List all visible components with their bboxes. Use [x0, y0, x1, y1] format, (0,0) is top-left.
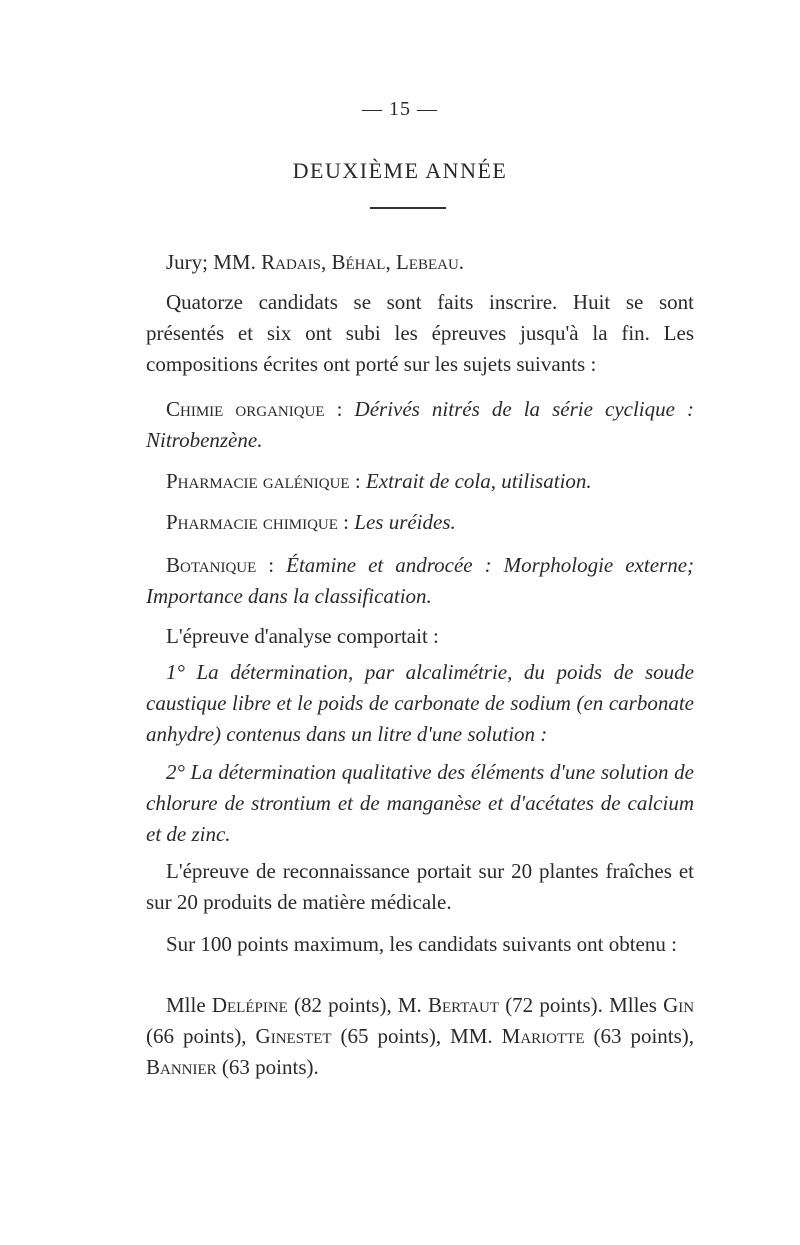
- jury-member: Radais,: [261, 250, 327, 274]
- analyse-intro-text: L'épreuve d'analyse comportait :: [166, 624, 439, 648]
- intro-paragraph: [146, 287, 694, 380]
- candidate-points: (65 points),: [340, 1024, 442, 1048]
- candidate-title: MM.: [450, 1024, 493, 1048]
- page-title: DEUXIÈME ANNÉE: [292, 158, 508, 183]
- candidate-title: Mlle: [166, 993, 206, 1017]
- analyse-intro-paragraph: [146, 621, 694, 652]
- reconnaissance-text: L'épreuve de reconnaissance portait sur 20 plantes fraîches et sur 20 produits de matière médicale.: [146, 859, 694, 914]
- candidate-points: (63 points).: [221, 1055, 319, 1079]
- subject-label: Pharmacie chimique :: [166, 510, 350, 534]
- subject-text: Les uréides.: [354, 510, 456, 534]
- candidate-title: Mlles: [609, 993, 657, 1017]
- candidate-name: Bannier: [146, 1055, 217, 1079]
- candidate-name: Mariotte: [501, 1024, 585, 1048]
- jury-member: Lebeau.: [395, 250, 465, 274]
- points-intro-text: Sur 100 points maximum, les candidats suivants ont obtenu :: [166, 932, 677, 956]
- subject-paragraph: [146, 466, 694, 497]
- title-divider: [370, 207, 446, 209]
- analyse-item: [146, 757, 694, 850]
- subject-label: Chimie organique :: [166, 397, 343, 421]
- subject-paragraph: [146, 394, 694, 456]
- results-paragraph: [146, 990, 694, 1083]
- subject-paragraph: [146, 550, 694, 612]
- subject-text: Extrait de cola, utilisation.: [365, 469, 592, 493]
- subject-text: Dérivés nitrés de la série cyclique : Nitrobenzène.: [146, 397, 695, 452]
- subject-text: Étamine et androcée : Morphologie externe; Importance dans la classification.: [146, 553, 695, 608]
- candidate-points: (72 points).: [505, 993, 603, 1017]
- candidate-points: (82 points),: [293, 993, 392, 1017]
- candidate-name: Gin: [663, 993, 695, 1017]
- subject-label: Botanique :: [166, 553, 275, 577]
- candidate-points: (66 points),: [146, 1024, 247, 1048]
- points-intro-paragraph: [146, 929, 694, 960]
- subject-label: Pharmacie galénique :: [166, 469, 361, 493]
- subject-paragraph: [146, 507, 694, 538]
- candidate-name: Bertaut: [427, 993, 500, 1017]
- analyse-item-text: 2° La détermination qualitative des éléments d'une solution de chlorure de strontium et de manganèse et d'acétates de calcium et de zinc.: [146, 760, 694, 846]
- jury-line: [146, 247, 694, 278]
- intro-text: Quatorze candidats se sont faits inscrire. Huit se sont présentés et six ont subi les épreuves jusqu'à la fin. Les compositions écrites ont porté sur les sujets suivants :: [146, 290, 694, 376]
- candidate-points: (63 points),: [593, 1024, 695, 1048]
- analyse-item-text: 1° La détermination, par alcalimétrie, du poids de soude caustique libre et le poids de carbonate de sodium (en carbonate anhydre) contenus dans un litre d'une solution :: [146, 660, 694, 746]
- jury-member: Béhal,: [331, 250, 391, 274]
- candidate-name: Ginestet: [255, 1024, 332, 1048]
- analyse-item: [146, 657, 694, 750]
- candidate-title: M.: [397, 993, 422, 1017]
- reconnaissance-paragraph: [146, 856, 694, 918]
- candidate-name: Delépine: [211, 993, 288, 1017]
- jury-prefix: Jury; MM.: [166, 250, 256, 274]
- page-number: — 15 —: [362, 98, 438, 120]
